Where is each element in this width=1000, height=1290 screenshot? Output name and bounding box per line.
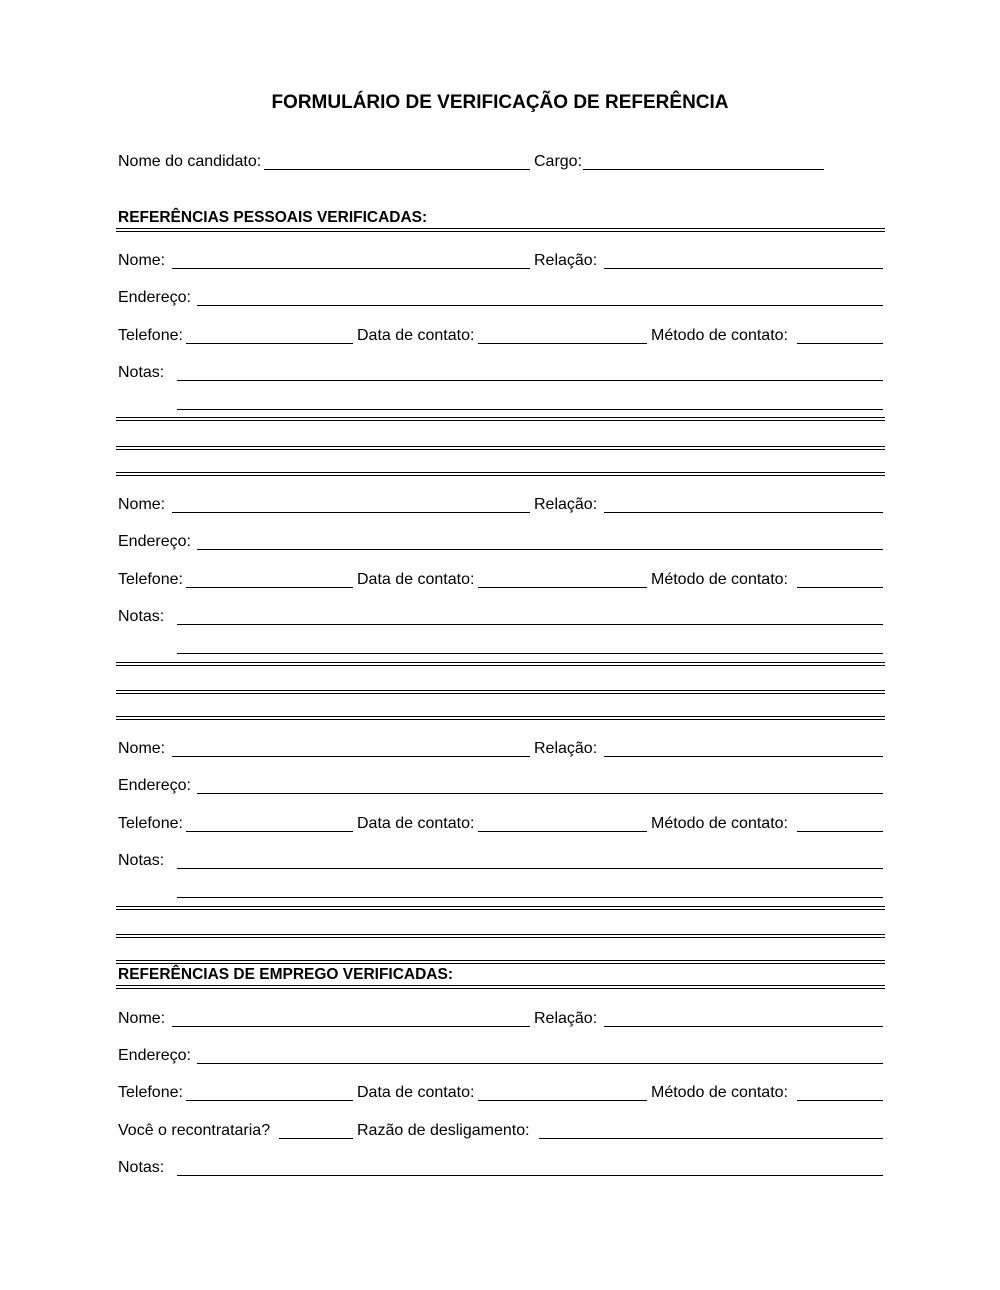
contact-method-field[interactable] — [797, 831, 883, 832]
address-label: Endereço: — [118, 533, 191, 550]
notes-field-line-2[interactable] — [177, 897, 883, 898]
phone-field[interactable] — [186, 343, 353, 344]
notes-field[interactable] — [177, 1175, 883, 1176]
contact-method-label: Método de contato: — [651, 1084, 788, 1101]
section-divider — [116, 906, 885, 907]
phone-field[interactable] — [186, 831, 353, 832]
contact-method-field[interactable] — [797, 343, 883, 344]
employment-references-heading: REFERÊNCIAS DE EMPREGO VERIFICADAS: — [118, 966, 454, 983]
termination-reason-label: Razão de desligamento: — [357, 1122, 530, 1139]
contact-date-field[interactable] — [478, 831, 647, 832]
relation-field[interactable] — [604, 268, 883, 269]
address-label: Endereço: — [118, 777, 191, 794]
contact-date-label: Data de contato: — [357, 571, 475, 588]
name-field[interactable] — [172, 512, 530, 513]
section-divider — [116, 716, 885, 717]
section-divider — [116, 960, 885, 961]
section-divider — [116, 417, 885, 418]
address-field[interactable] — [197, 549, 883, 550]
form-title: FORMULÁRIO DE VERIFICAÇÃO DE REFERÊNCIA — [271, 92, 729, 113]
address-field[interactable] — [197, 793, 883, 794]
position-field[interactable] — [583, 169, 824, 170]
name-label: Nome: — [118, 740, 166, 757]
relation-field[interactable] — [604, 1026, 883, 1027]
name-label: Nome: — [118, 1010, 166, 1027]
phone-label: Telefone: — [118, 815, 183, 832]
termination-reason-field[interactable] — [539, 1138, 883, 1139]
name-label: Nome: — [118, 496, 166, 513]
relation-field[interactable] — [604, 756, 883, 757]
phone-label: Telefone: — [118, 1084, 183, 1101]
phone-field[interactable] — [186, 587, 353, 588]
contact-method-field[interactable] — [797, 1100, 883, 1101]
contact-date-field[interactable] — [478, 1100, 647, 1101]
personal-references-heading: REFERÊNCIAS PESSOAIS VERIFICADAS: — [118, 209, 428, 226]
notes-label: Notas: — [118, 1159, 165, 1176]
notes-label: Notas: — [118, 364, 165, 381]
relation-label: Relação: — [534, 496, 598, 513]
relation-label: Relação: — [534, 740, 598, 757]
contact-date-label: Data de contato: — [357, 815, 475, 832]
section-divider — [116, 228, 885, 229]
address-label: Endereço: — [118, 289, 191, 306]
address-field[interactable] — [197, 1063, 883, 1064]
contact-date-field[interactable] — [478, 587, 647, 588]
section-divider — [116, 446, 885, 447]
notes-label: Notas: — [118, 608, 165, 625]
relation-label: Relação: — [534, 252, 598, 269]
notes-field[interactable] — [177, 624, 883, 625]
relation-label: Relação: — [534, 1010, 598, 1027]
section-divider — [116, 662, 885, 663]
rehire-label: Você o recontrataria? — [118, 1122, 271, 1139]
section-divider — [116, 934, 885, 935]
position-label: Cargo: — [534, 153, 583, 170]
contact-method-label: Método de contato: — [651, 327, 788, 344]
contact-date-label: Data de contato: — [357, 327, 475, 344]
notes-field[interactable] — [177, 868, 883, 869]
name-field[interactable] — [172, 756, 530, 757]
contact-method-label: Método de contato: — [651, 815, 788, 832]
name-field[interactable] — [172, 268, 530, 269]
phone-field[interactable] — [186, 1100, 353, 1101]
section-divider — [116, 472, 885, 473]
candidate-name-label: Nome do candidato: — [118, 153, 262, 170]
phone-label: Telefone: — [118, 327, 183, 344]
section-divider — [116, 690, 885, 691]
notes-label: Notas: — [118, 852, 165, 869]
notes-field[interactable] — [177, 380, 883, 381]
name-label: Nome: — [118, 252, 166, 269]
contact-date-field[interactable] — [478, 343, 647, 344]
rehire-field[interactable] — [279, 1138, 353, 1139]
candidate-name-field[interactable] — [264, 169, 530, 170]
contact-method-field[interactable] — [797, 587, 883, 588]
section-divider — [116, 985, 885, 986]
relation-field[interactable] — [604, 512, 883, 513]
address-label: Endereço: — [118, 1047, 191, 1064]
address-field[interactable] — [197, 305, 883, 306]
contact-method-label: Método de contato: — [651, 571, 788, 588]
name-field[interactable] — [172, 1026, 530, 1027]
notes-field-line-2[interactable] — [177, 409, 883, 410]
phone-label: Telefone: — [118, 571, 183, 588]
notes-field-line-2[interactable] — [177, 653, 883, 654]
contact-date-label: Data de contato: — [357, 1084, 475, 1101]
